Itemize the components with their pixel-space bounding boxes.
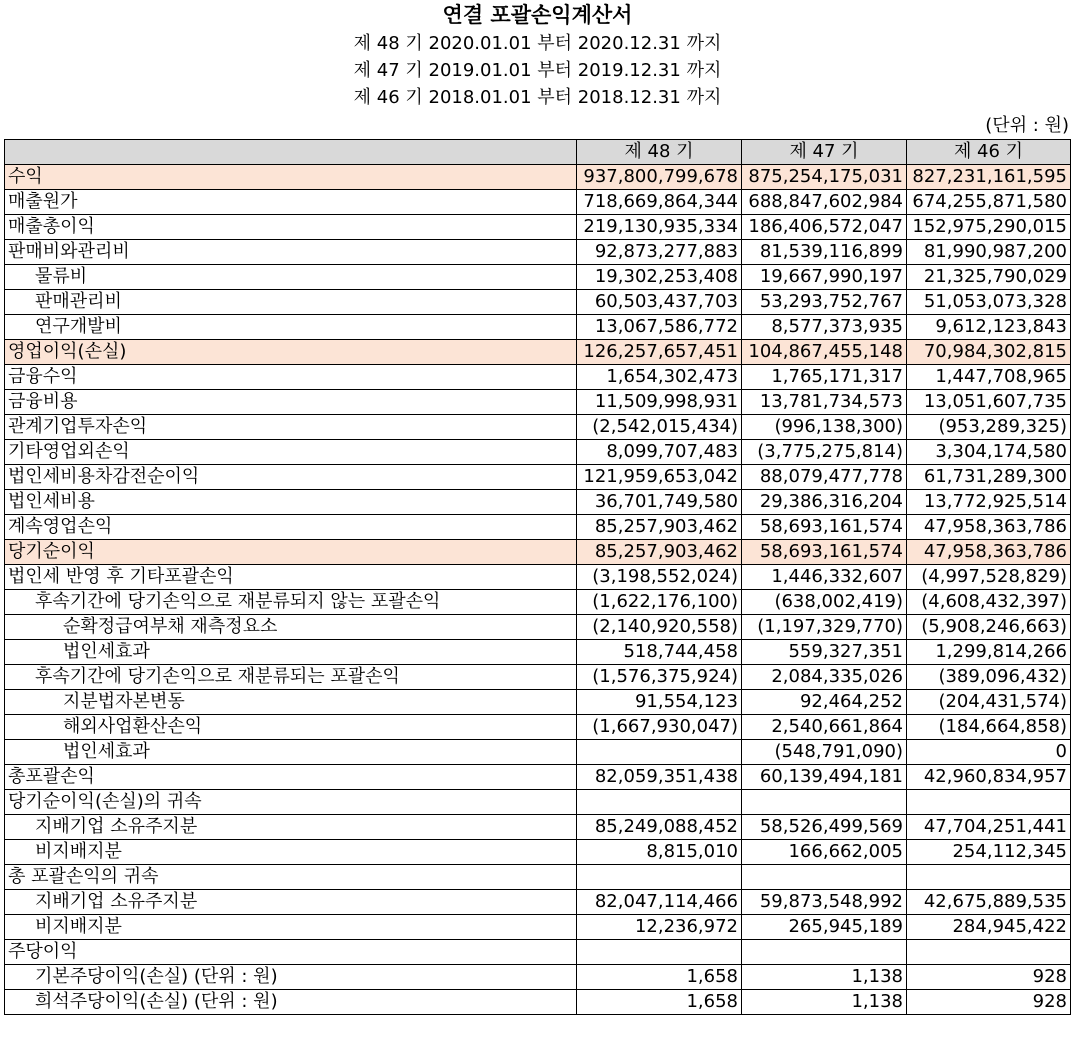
- value-cell-47: [742, 790, 907, 815]
- value-cell-47: 53,293,752,767: [742, 290, 907, 315]
- value-cell-47: 104,867,455,148: [742, 340, 907, 365]
- value-cell-46: 47,704,251,441: [907, 815, 1071, 840]
- row-label: 연구개발비: [5, 315, 577, 340]
- value-cell-48: 718,669,864,344: [577, 190, 742, 215]
- value-cell-47: (996,138,300): [742, 415, 907, 440]
- value-cell-47: 13,781,734,573: [742, 390, 907, 415]
- row-label: 매출총이익: [5, 215, 577, 240]
- row-label: 해외사업환산손익: [5, 715, 577, 740]
- row-label: 계속영업손익: [5, 515, 577, 540]
- value-cell-47: 1,446,332,607: [742, 565, 907, 590]
- value-cell-48: 1,658: [577, 965, 742, 990]
- value-cell-46: 674,255,871,580: [907, 190, 1071, 215]
- row-label: 판매관리비: [5, 290, 577, 315]
- value-cell-47: 1,138: [742, 965, 907, 990]
- value-cell-47: 59,873,548,992: [742, 890, 907, 915]
- row-label: 법인세효과: [5, 640, 577, 665]
- value-cell-48: [577, 790, 742, 815]
- value-cell-47: 2,540,661,864: [742, 715, 907, 740]
- table-row: [5, 540, 1071, 565]
- value-cell-46: 70,984,302,815: [907, 340, 1071, 365]
- value-cell-48: [577, 740, 742, 765]
- table-row: [5, 515, 1071, 540]
- value-cell-48: [577, 865, 742, 890]
- value-cell-47: (1,197,329,770): [742, 615, 907, 640]
- row-label: 지배기업 소유주지분: [5, 815, 577, 840]
- value-cell-48: 518,744,458: [577, 640, 742, 665]
- value-cell-46: 928: [907, 990, 1071, 1015]
- table-row: [5, 990, 1071, 1015]
- value-cell-47: 29,386,316,204: [742, 490, 907, 515]
- row-label: 법인세비용: [5, 490, 577, 515]
- table-row: [5, 740, 1071, 765]
- value-cell-46: (184,664,858): [907, 715, 1071, 740]
- value-cell-46: 0: [907, 740, 1071, 765]
- table-row: [5, 190, 1071, 215]
- row-label: 후속기간에 당기손익으로 재분류되는 포괄손익: [5, 665, 577, 690]
- value-cell-48: 121,959,653,042: [577, 465, 742, 490]
- table-row: [5, 490, 1071, 515]
- value-cell-47: 688,847,602,984: [742, 190, 907, 215]
- value-cell-46: 13,051,607,735: [907, 390, 1071, 415]
- value-cell-47: 58,526,499,569: [742, 815, 907, 840]
- row-label: 당기순이익(손실)의 귀속: [5, 790, 577, 815]
- value-cell-47: 19,667,990,197: [742, 265, 907, 290]
- table-row: [5, 290, 1071, 315]
- row-label: 매출원가: [5, 190, 577, 215]
- value-cell-47: 60,139,494,181: [742, 765, 907, 790]
- value-cell-47: 58,693,161,574: [742, 515, 907, 540]
- period-line-48: 제 48 기 2020.01.01 부터 2020.12.31 까지: [353, 33, 722, 54]
- value-cell-46: 13,772,925,514: [907, 490, 1071, 515]
- value-cell-48: 36,701,749,580: [577, 490, 742, 515]
- row-label: 영업이익(손실): [5, 340, 577, 365]
- value-cell-46: 81,990,987,200: [907, 240, 1071, 265]
- value-cell-46: 9,612,123,843: [907, 315, 1071, 340]
- value-cell-47: 2,084,335,026: [742, 665, 907, 690]
- value-cell-48: 1,658: [577, 990, 742, 1015]
- value-cell-46: [907, 790, 1071, 815]
- row-label: 후속기간에 당기손익으로 재분류되지 않는 포괄손익: [5, 590, 577, 615]
- value-cell-46: (953,289,325): [907, 415, 1071, 440]
- value-cell-48: 85,249,088,452: [577, 815, 742, 840]
- value-cell-48: (1,622,176,100): [577, 590, 742, 615]
- value-cell-48: 8,099,707,483: [577, 440, 742, 465]
- row-label: 비지배지분: [5, 840, 577, 865]
- value-cell-47: 81,539,116,899: [742, 240, 907, 265]
- table-row: [5, 240, 1071, 265]
- period-line-46: 제 46 기 2018.01.01 부터 2018.12.31 까지: [353, 87, 722, 108]
- value-cell-46: (5,908,246,663): [907, 615, 1071, 640]
- table-body: [5, 165, 1071, 1015]
- value-cell-46: 47,958,363,786: [907, 515, 1071, 540]
- table-row: [5, 340, 1071, 365]
- value-cell-48: 82,047,114,466: [577, 890, 742, 915]
- value-cell-48: 91,554,123: [577, 690, 742, 715]
- value-cell-48: (3,198,552,024): [577, 565, 742, 590]
- value-cell-46: 1,447,708,965: [907, 365, 1071, 390]
- table-row: [5, 365, 1071, 390]
- value-cell-48: 1,654,302,473: [577, 365, 742, 390]
- table-row: [5, 440, 1071, 465]
- value-cell-46: 21,325,790,029: [907, 265, 1071, 290]
- row-label: 기본주당이익(손실) (단위 : 원): [5, 965, 577, 990]
- table-row: [5, 690, 1071, 715]
- value-cell-48: 12,236,972: [577, 915, 742, 940]
- value-cell-46: 3,304,174,580: [907, 440, 1071, 465]
- value-cell-47: 58,693,161,574: [742, 540, 907, 565]
- value-cell-48: 85,257,903,462: [577, 515, 742, 540]
- value-cell-47: (3,775,275,814): [742, 440, 907, 465]
- value-cell-48: (2,542,015,434): [577, 415, 742, 440]
- table-row: [5, 215, 1071, 240]
- value-cell-47: 186,406,572,047: [742, 215, 907, 240]
- value-cell-47: 166,662,005: [742, 840, 907, 865]
- value-cell-48: 937,800,799,678: [577, 165, 742, 190]
- value-cell-46: (389,096,432): [907, 665, 1071, 690]
- value-cell-48: (2,140,920,558): [577, 615, 742, 640]
- value-cell-48: (1,576,375,924): [577, 665, 742, 690]
- row-label: 법인세 반영 후 기타포괄손익: [5, 565, 577, 590]
- table-row: [5, 765, 1071, 790]
- table-row: [5, 915, 1071, 940]
- table-row: [5, 590, 1071, 615]
- table-row: [5, 565, 1071, 590]
- row-label: 수익: [5, 165, 577, 190]
- table-row: [5, 890, 1071, 915]
- value-cell-47: 88,079,477,778: [742, 465, 907, 490]
- value-cell-46: 51,053,073,328: [907, 290, 1071, 315]
- value-cell-47: 92,464,252: [742, 690, 907, 715]
- value-cell-48: 219,130,935,334: [577, 215, 742, 240]
- value-cell-48: 11,509,998,931: [577, 390, 742, 415]
- table-row: [5, 815, 1071, 840]
- row-label: 관계기업투자손익: [5, 415, 577, 440]
- header-row: [5, 140, 1071, 165]
- row-label: 총 포괄손익의 귀속: [5, 865, 577, 890]
- value-cell-47: [742, 865, 907, 890]
- value-cell-48: [577, 940, 742, 965]
- value-cell-46: 61,731,289,300: [907, 465, 1071, 490]
- table-row: [5, 965, 1071, 990]
- value-cell-46: 47,958,363,786: [907, 540, 1071, 565]
- period-line-47: 제 47 기 2019.01.01 부터 2019.12.31 까지: [353, 60, 722, 81]
- value-cell-48: (1,667,930,047): [577, 715, 742, 740]
- value-cell-47: 8,577,373,935: [742, 315, 907, 340]
- header-period-46: 제 46 기: [907, 140, 1071, 165]
- table-row: [5, 715, 1071, 740]
- value-cell-46: [907, 865, 1071, 890]
- row-label: 당기순이익: [5, 540, 577, 565]
- value-cell-47: 559,327,351: [742, 640, 907, 665]
- row-label: 주당이익: [5, 940, 577, 965]
- header-corner: [5, 140, 577, 165]
- value-cell-48: 60,503,437,703: [577, 290, 742, 315]
- value-cell-47: 265,945,189: [742, 915, 907, 940]
- table-row: [5, 790, 1071, 815]
- unit-label: (단위 : 원): [985, 115, 1069, 136]
- income-statement-table: [4, 139, 1071, 1015]
- row-label: 총포괄손익: [5, 765, 577, 790]
- table-row: [5, 615, 1071, 640]
- value-cell-47: [742, 940, 907, 965]
- header-period-48: 제 48 기: [577, 140, 742, 165]
- value-cell-46: 254,112,345: [907, 840, 1071, 865]
- value-cell-46: [907, 940, 1071, 965]
- row-label: 지분법자본변동: [5, 690, 577, 715]
- table-row: [5, 415, 1071, 440]
- table-row: [5, 390, 1071, 415]
- row-label: 물류비: [5, 265, 577, 290]
- table-row: [5, 165, 1071, 190]
- value-cell-47: (548,791,090): [742, 740, 907, 765]
- row-label: 기타영업외손익: [5, 440, 577, 465]
- row-label: 비지배지분: [5, 915, 577, 940]
- value-cell-46: (4,997,528,829): [907, 565, 1071, 590]
- table-row: [5, 940, 1071, 965]
- value-cell-47: 1,138: [742, 990, 907, 1015]
- value-cell-46: 42,960,834,957: [907, 765, 1071, 790]
- value-cell-46: 42,675,889,535: [907, 890, 1071, 915]
- value-cell-48: 126,257,657,451: [577, 340, 742, 365]
- table-row: [5, 640, 1071, 665]
- value-cell-47: 875,254,175,031: [742, 165, 907, 190]
- value-cell-48: 8,815,010: [577, 840, 742, 865]
- value-cell-48: 85,257,903,462: [577, 540, 742, 565]
- value-cell-46: 284,945,422: [907, 915, 1071, 940]
- row-label: 희석주당이익(손실) (단위 : 원): [5, 990, 577, 1015]
- row-label: 금융비용: [5, 390, 577, 415]
- value-cell-46: 152,975,290,015: [907, 215, 1071, 240]
- value-cell-48: 13,067,586,772: [577, 315, 742, 340]
- statement-title: 연결 포괄손익계산서: [442, 3, 633, 27]
- value-cell-46: (204,431,574): [907, 690, 1071, 715]
- table-row: [5, 665, 1071, 690]
- table-row: [5, 865, 1071, 890]
- table-row: [5, 465, 1071, 490]
- value-cell-46: (4,608,432,397): [907, 590, 1071, 615]
- table-row: [5, 840, 1071, 865]
- row-label: 법인세비용차감전순이익: [5, 465, 577, 490]
- row-label: 금융수익: [5, 365, 577, 390]
- value-cell-46: 827,231,161,595: [907, 165, 1071, 190]
- value-cell-47: 1,765,171,317: [742, 365, 907, 390]
- table-row: [5, 265, 1071, 290]
- table-row: [5, 315, 1071, 340]
- row-label: 순확정급여부채 재측정요소: [5, 615, 577, 640]
- row-label: 법인세효과: [5, 740, 577, 765]
- value-cell-48: 92,873,277,883: [577, 240, 742, 265]
- row-label: 판매비와관리비: [5, 240, 577, 265]
- value-cell-48: 19,302,253,408: [577, 265, 742, 290]
- row-label: 지배기업 소유주지분: [5, 890, 577, 915]
- value-cell-48: 82,059,351,438: [577, 765, 742, 790]
- value-cell-47: (638,002,419): [742, 590, 907, 615]
- value-cell-46: 928: [907, 965, 1071, 990]
- value-cell-46: 1,299,814,266: [907, 640, 1071, 665]
- header-period-47: 제 47 기: [742, 140, 907, 165]
